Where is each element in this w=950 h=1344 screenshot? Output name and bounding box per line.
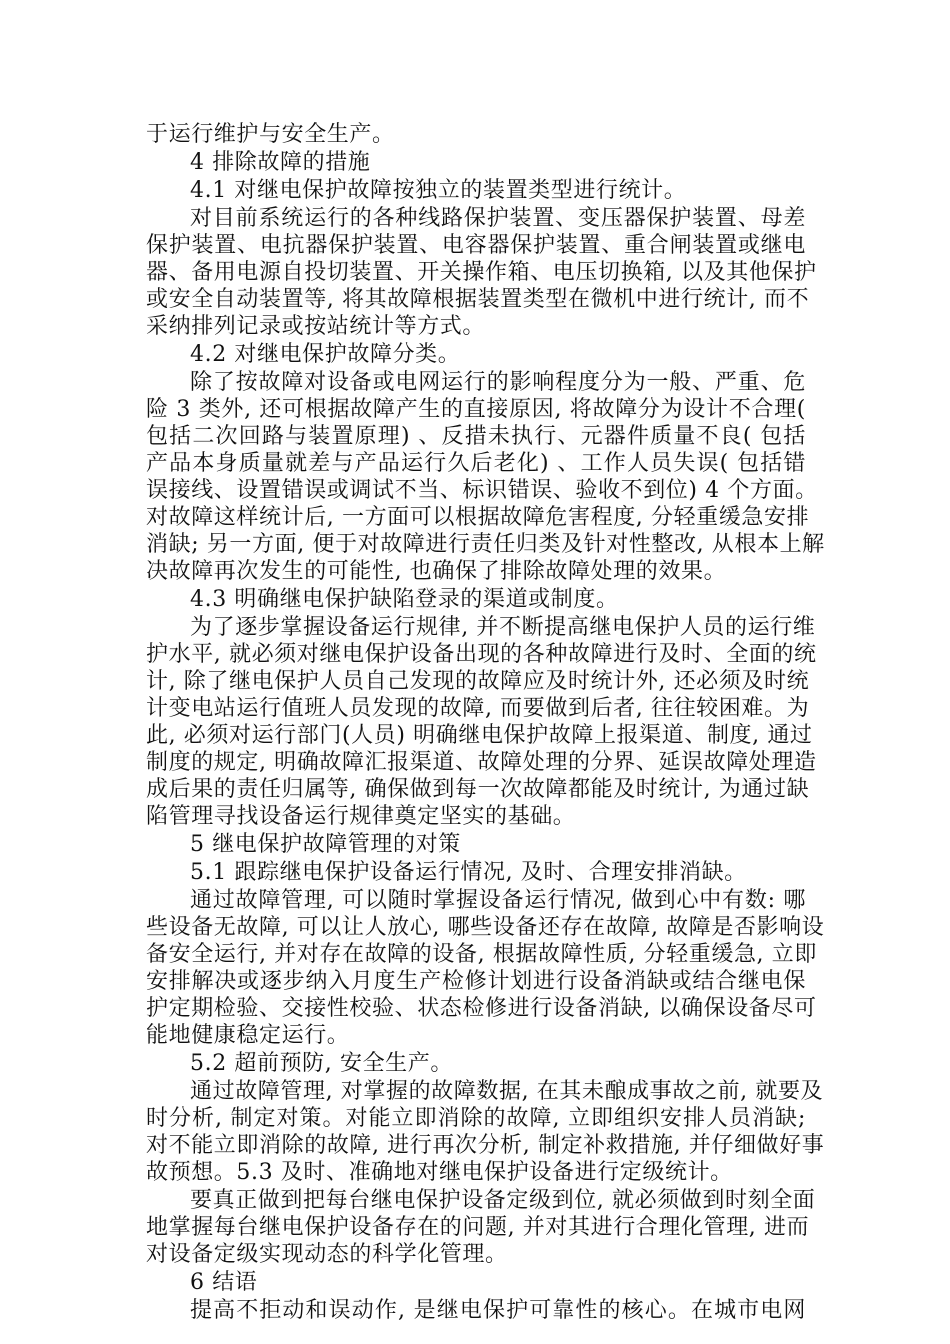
text-line: 些设备无故障, 可以让人放心, 哪些设备还存在故障, 故障是否影响设: [146, 915, 825, 940]
text-line: 对故障这样统计后, 一方面可以根据故障危害程度, 分轻重缓急安排: [146, 505, 810, 530]
text-line: 采纳排列记录或按站统计等方式。: [146, 314, 486, 339]
text-line: 计变电站运行值班人员发现的故障, 而要做到后者, 往往较困难。为: [146, 696, 810, 721]
text-line: 通过故障管理, 可以随时掌握设备运行情况, 做到心中有数: 哪: [190, 888, 806, 913]
text-line: 对不能立即消除的故障, 进行再次分析, 制定补救措施, 并仔细做好事: [146, 1133, 825, 1158]
text-line: 护定期检验、交接性校验、状态检修进行设备消缺, 以确保设备尽可: [146, 996, 817, 1021]
text-line: 护水平, 就必须对继电保护设备出现的各种故障进行及时、全面的统: [146, 642, 817, 667]
text-line: 于运行维护与安全生产。: [146, 122, 395, 147]
section-heading: 5 继电保护故障管理的对策: [190, 832, 461, 857]
text-line: 对目前系统运行的各种线路保护装置、变压器保护装置、母差: [190, 206, 806, 231]
text-line: 提高不拒动和误动作, 是继电保护可靠性的核心。在城市电网: [190, 1298, 806, 1323]
text-line: 计, 除了继电保护人员自己发现的故障应及时统计外, 还必须及时统: [146, 669, 810, 694]
text-line: 备安全运行, 并对存在故障的设备, 根据故障性质, 分轻重缓急, 立即: [146, 942, 817, 967]
text-line: 器、备用电源自投切装置、开关操作箱、电压切换箱, 以及其他保护: [146, 260, 817, 285]
text-line: 险 3 类外, 还可根据故障产生的直接原因, 将故障分为设计不合理(: [146, 397, 806, 422]
text-line: 制度的规定, 明确故障汇报渠道、故障处理的分界、延误故障处理造: [146, 750, 817, 775]
subsection-heading: 5.2 超前预防, 安全生产。: [190, 1051, 453, 1076]
text-line: 安排解决或逐步纳入月度生产检修计划进行设备消缺或结合继电保: [146, 969, 806, 994]
text-line: 此, 必须对运行部门(人员) 明确继电保护故障上报渠道、制度, 通过: [146, 723, 813, 748]
text-line: 故预想。5.3 及时、准确地对继电保护设备进行定级统计。: [146, 1160, 733, 1185]
text-line: 产品本身质量就差与产品运行久后老化) 、工作人员失误( 包括错: [146, 451, 806, 476]
text-line: 除了按故障对设备或电网运行的影响程度分为一般、严重、危: [190, 370, 806, 395]
text-line: 保护装置、电抗器保护装置、电容器保护装置、重合闸装置或继电: [146, 233, 806, 258]
subsection-heading: 4.1 对继电保护故障按独立的装置类型进行统计。: [190, 178, 687, 203]
text-line: 要真正做到把每台继电保护设备定级到位, 就必须做到时刻全面: [190, 1188, 816, 1213]
text-line: 消缺; 另一方面, 便于对故障进行责任归类及针对性整改, 从根本上解: [146, 532, 825, 557]
subsection-heading: 5.1 跟踪继电保护设备运行情况, 及时、合理安排消缺。: [190, 860, 747, 885]
text-line: 成后果的责任归属等, 确保做到每一次故障都能及时统计, 为通过缺: [146, 777, 810, 802]
section-heading: 6 结语: [190, 1270, 258, 1295]
text-line: 通过故障管理, 对掌握的故障数据, 在其未酿成事故之前, 就要及: [190, 1079, 824, 1104]
text-line: 能地健康稳定运行。: [146, 1023, 350, 1048]
subsection-heading: 4.2 对继电保护故障分类。: [190, 342, 461, 367]
section-heading: 4 排除故障的措施: [190, 150, 371, 175]
text-line: 陷管理寻找设备运行规律奠定坚实的基础。: [146, 804, 576, 829]
text-line: 或安全自动装置等, 将其故障根据装置类型在微机中进行统计, 而不: [146, 287, 810, 312]
text-line: 决故障再次发生的可能性, 也确保了排除故障处理的效果。: [146, 559, 727, 584]
text-line: 为了逐步掌握设备运行规律, 并不断提高继电保护人员的运行维: [190, 615, 816, 640]
subsection-heading: 4.3 明确继电保护缺陷登录的渠道或制度。: [190, 587, 619, 612]
text-line: 包括二次回路与装置原理) 、反措未执行、元器件质量不良( 包括: [146, 424, 806, 449]
text-line: 误接线、设置错误或调试不当、标识错误、验收不到位) 4 个方面。: [146, 478, 818, 503]
text-line: 地掌握每台继电保护设备存在的问题, 并对其进行合理化管理, 进而: [146, 1215, 810, 1240]
text-line: 对设备定级实现动态的科学化管理。: [146, 1242, 508, 1267]
text-line: 时分析, 制定对策。对能立即消除的故障, 立即组织安排人员消缺;: [146, 1106, 806, 1131]
